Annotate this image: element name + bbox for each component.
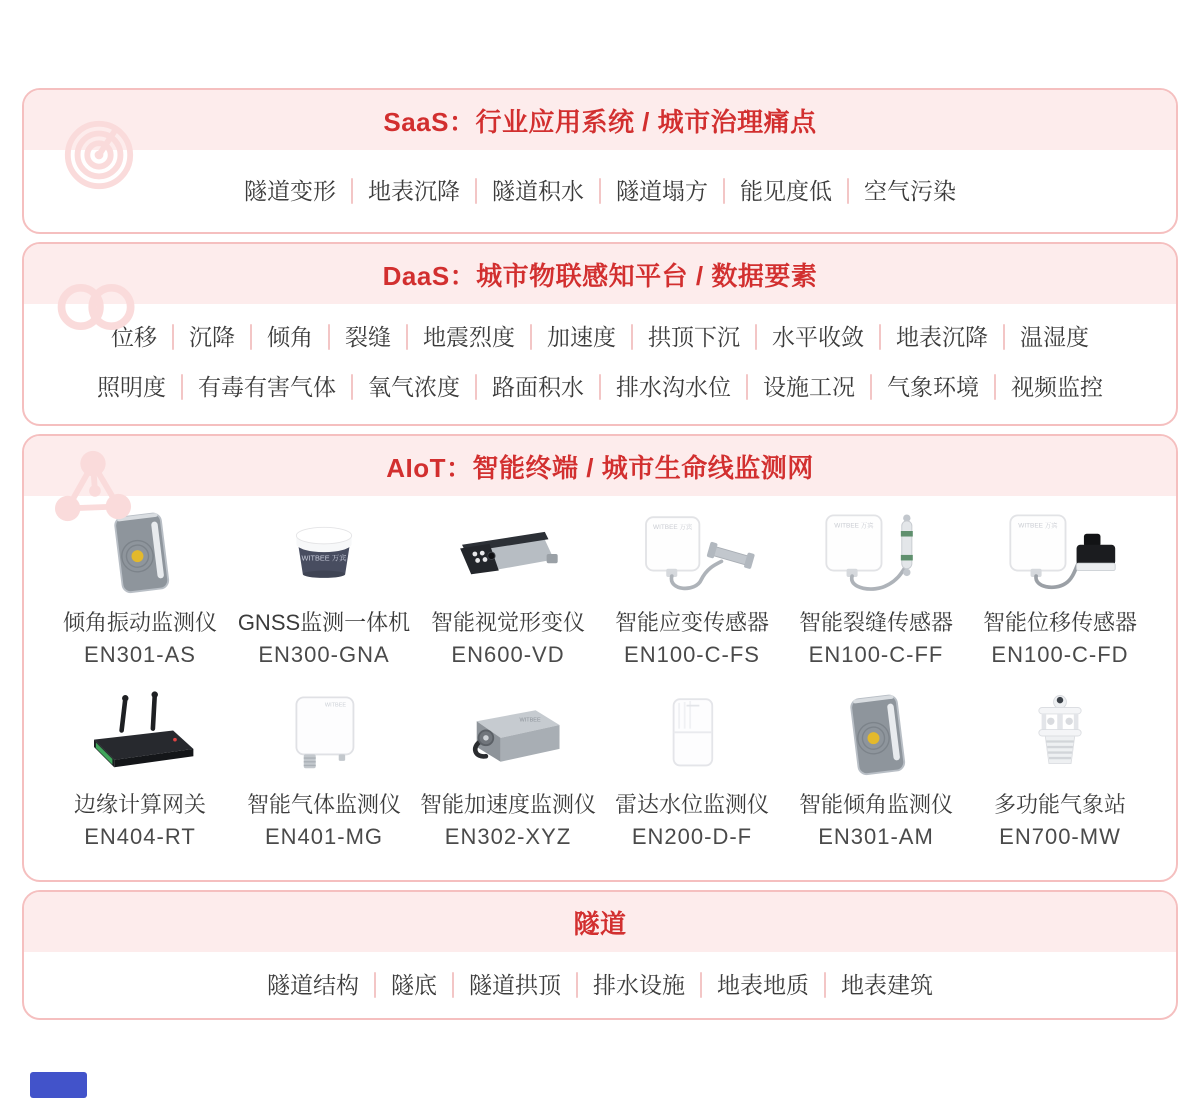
product-model: EN302-XYZ [444,824,572,849]
tag-item: 隧道拱顶 [469,972,561,998]
radar-level-device [600,690,784,782]
tag-item: 排水沟水位 [616,374,731,400]
product-name: 智能气体监测仪 [246,792,401,817]
product-card [232,690,416,850]
accelerometer-device [416,690,600,782]
gnss-device [232,508,416,600]
product-name: GNSS监测一体机 [237,610,411,635]
tag-item: 氧气浓度 [368,374,460,400]
product-model: EN600-VD [451,642,565,667]
panel-aiot-title: AIoT：智能终端 / 城市生命线监测网 [386,452,814,483]
tag-item: 地表建筑 [841,972,933,998]
tilt-sensor-device [784,690,968,782]
product-name: 智能加速度监测仪 [419,792,596,817]
tag-item: 能见度低 [740,178,832,204]
tag-item: 沉降 [189,324,235,350]
product-name: 倾角振动监测仪 [62,610,217,635]
panel-daas-title: DaaS：城市物联感知平台 / 数据要素 [382,260,818,291]
daas-data-row-2 [30,370,1170,404]
saas-pain-points [229,174,971,208]
tag-item: 视频监控 [1011,374,1103,400]
tunnel-items [252,968,948,1002]
product-model: EN700-MW [999,824,1121,849]
tag-item: 路面积水 [492,374,584,400]
tag-item: 水平收敛 [772,324,864,350]
product-card [416,508,600,668]
tag-item: 加速度 [547,324,616,350]
panel-daas-body [24,304,1176,424]
tag-item: 空气污染 [864,178,956,204]
product-card [600,508,784,668]
tag-item: 隧道塌方 [616,178,708,204]
product-model: EN100-C-FD [991,642,1129,667]
product-grid [24,496,1176,880]
gas-device [232,690,416,782]
product-model: EN100-C-FF [808,642,944,667]
panel-tunnel-body [24,952,1176,1018]
product-name: 智能裂缝传感器 [798,610,953,635]
product-model: EN301-AS [84,642,196,667]
product-name: 智能视觉形变仪 [430,610,585,635]
product-model: EN200-D-F [631,824,753,849]
tag-item: 有毒有害气体 [198,374,336,400]
product-name: 多功能气象站 [993,792,1126,817]
bottom-accent-bar [30,1072,87,1098]
daas-data-row-1 [30,320,1170,354]
product-model: EN300-GNA [258,642,390,667]
tag-item: 温湿度 [1020,324,1089,350]
product-card [968,508,1152,668]
panel-saas-title: SaaS：行业应用系统 / 城市治理痛点 [383,106,817,137]
tag-item: 隧道变形 [244,178,336,204]
panel-tunnel-title: 隧道 [573,908,627,939]
panel-aiot-header [24,436,1176,496]
tag-item: 位移 [111,324,157,350]
tag-item: 隧底 [391,972,437,998]
tag-item: 地表地质 [717,972,809,998]
product-name: 智能应变传感器 [614,610,769,635]
product-name: 智能倾角监测仪 [798,792,953,817]
panel-tunnel [22,890,1178,1020]
tilt-vibration-device [48,508,232,600]
product-model: EN404-RT [84,824,196,849]
product-card [48,690,232,850]
tag-item: 地震烈度 [423,324,515,350]
tag-item: 地表沉降 [368,178,460,204]
product-name: 智能位移传感器 [982,610,1137,635]
product-model: EN100-C-FS [624,642,760,667]
tag-item: 隧道结构 [267,972,359,998]
product-card [416,690,600,850]
product-card [600,690,784,850]
tag-item: 地表沉降 [896,324,988,350]
displacement-device [968,508,1152,600]
camera-device [416,508,600,600]
panel-tunnel-header [24,892,1176,952]
panel-saas [22,88,1178,234]
panel-aiot [22,434,1178,882]
tag-item: 排水设施 [593,972,685,998]
product-card [232,508,416,668]
product-card [784,690,968,850]
product-card [968,690,1152,850]
tag-item: 隧道积水 [492,178,584,204]
panel-saas-header [24,90,1176,150]
tag-item: 照明度 [97,374,166,400]
crack-device [784,508,968,600]
weather-station-device [968,690,1152,782]
tag-item: 设施工况 [763,374,855,400]
product-model: EN301-AM [818,824,934,849]
panel-saas-body [24,150,1176,232]
panel-daas [22,242,1178,426]
product-model: EN401-MG [264,824,384,849]
product-name: 雷达水位监测仪 [614,792,769,817]
tag-item: 气象环境 [887,374,979,400]
tag-item: 拱顶下沉 [648,324,740,350]
strain-device [600,508,784,600]
gateway-device [48,690,232,782]
product-name: 边缘计算网关 [73,792,206,817]
tag-item: 倾角 [267,324,313,350]
tag-item: 裂缝 [345,324,391,350]
panel-daas-header [24,244,1176,304]
product-card [784,508,968,668]
product-card [48,508,232,668]
